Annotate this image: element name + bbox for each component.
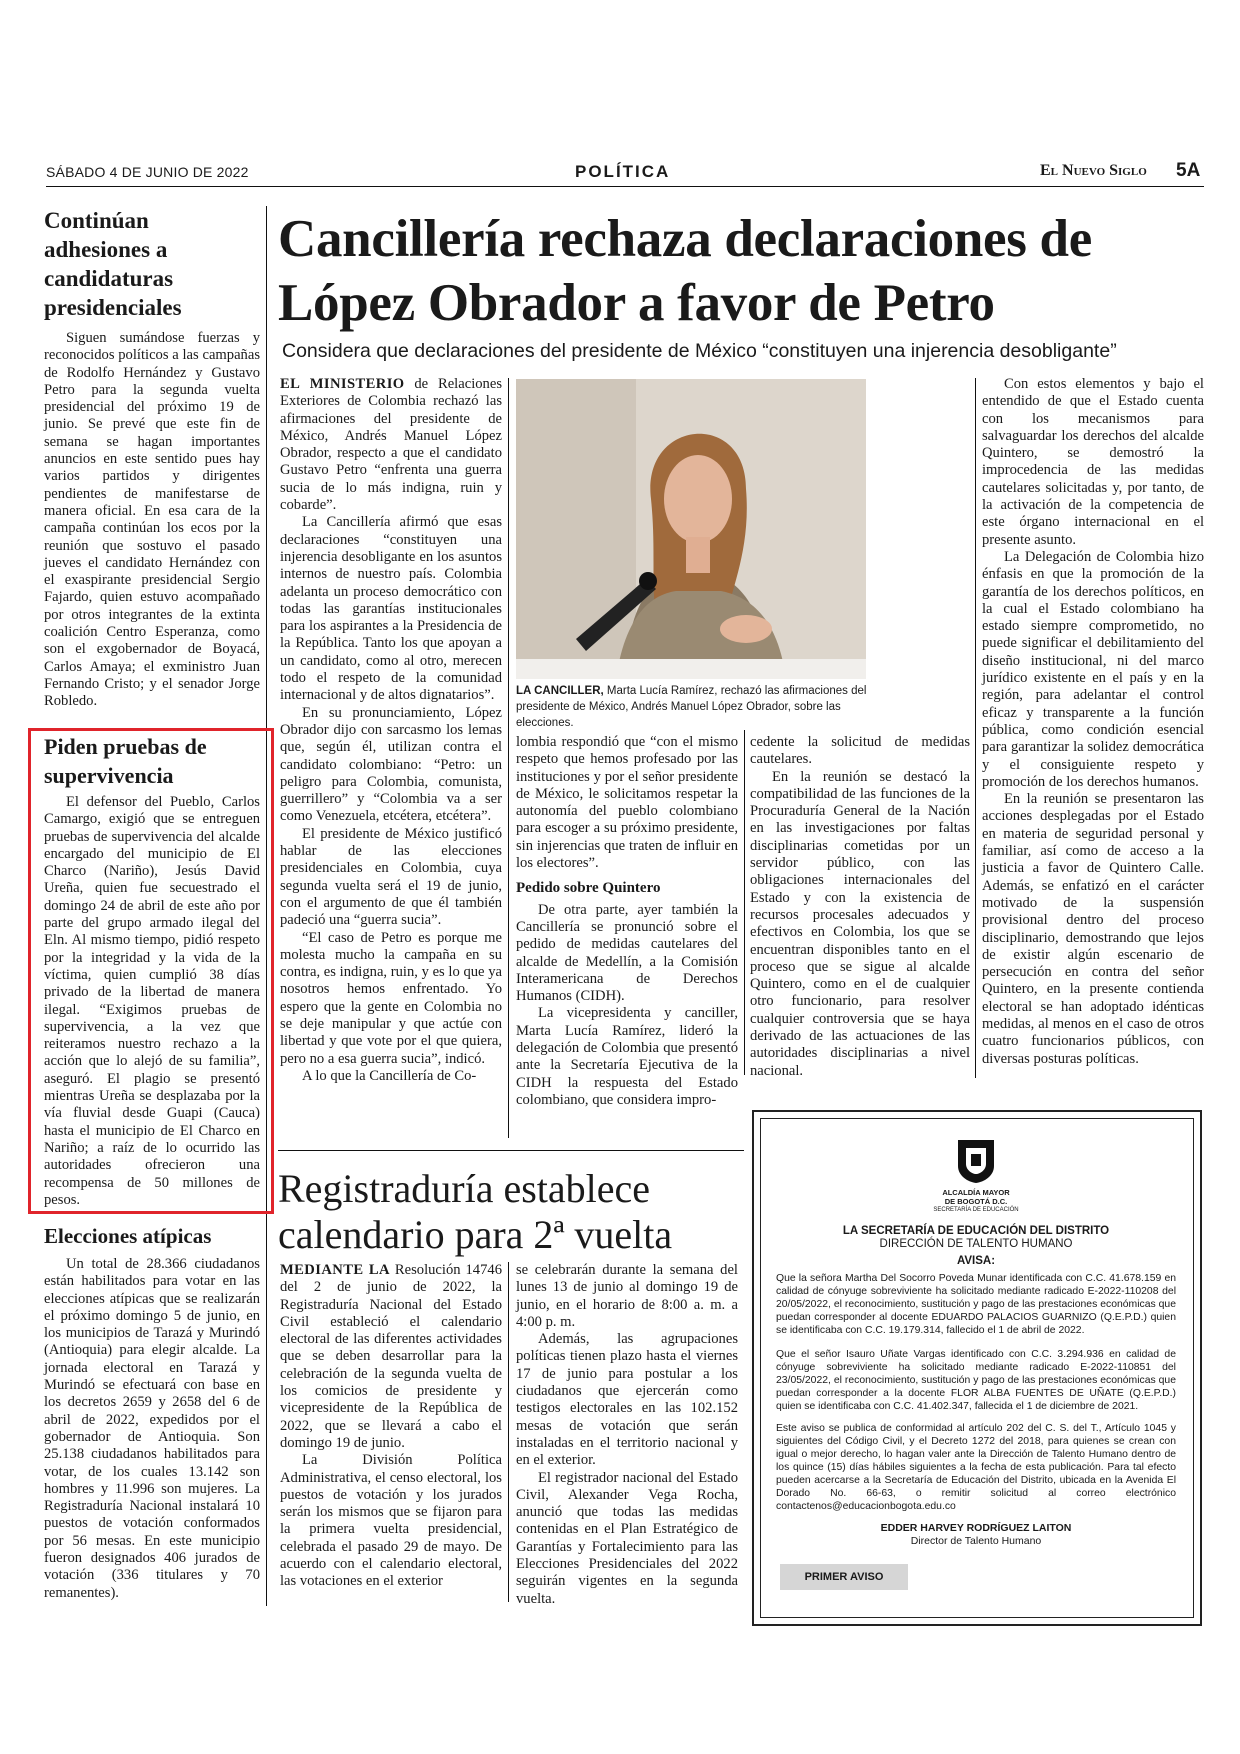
article-lead: EL MINISTERIO (280, 376, 405, 392)
subhead-quintero: Pedido sobre Quintero (516, 880, 661, 897)
header-rule (46, 186, 1204, 187)
sidebar-story2-title: Piden pruebas de supervivencia (44, 734, 207, 788)
main-subheadline: Considera que declaraciones del presidente de México “constituyen una injerencia desobligante” (282, 340, 1117, 362)
bogota-seal-icon (954, 1136, 998, 1184)
registraduria-headline: Registraduría establece calendario para 2ª vuelta (278, 1166, 673, 1257)
ad-signature: EDDER HARVEY RODRÍGUEZ LAITON Director de Talento Humano (880, 1522, 1072, 1547)
main-col1: EL MINISTERIO de Relaciones Exteriores de Colombia rechazó las afirmaciones del presidente de México, Andrés Manuel López Obrador, respecto a que el candidato Gustavo Petro “enfrenta una guerra sucia de lo más indigna, ruin y cobarde”. La Cancillería afirmó que esas declaraciones “constituyen una injerencia desobligante en los asuntos internos de nuestro país. Colombia adelanta un proceso democrático con todas las garantías institucionales para los aspirantes a la Presidencia de la República. Tanto los que apoyan a un candidato, como al otro, merecen todo el respeto de la comunidad internacional y de altos dignatarios”. En su pronunciamiento, López Obrador dijo con sarcasmo los lemas que, según él, utilizan contra el candidato colombiano: “Petro: un peligro para Colombia, comunista, guerrillero” y “Colombia va a ser como Venezuela, etcétera, etcétera”. El presidente de México justificó hablar de las elecciones presidenciales en Colombia, cuya segunda vuelta será el 19 de junio, con el argumento de que él también padeció una “guerra sucia”. “El caso de Petro es porque me molesta mucho la campaña en su contra, es indigna, ruin, y es lo que ya nosotros hemos enfrentado. Yo espero que la gente en Colombia no se deje manipular y que actúe con libertad y que vote por el que quiera, pero no a esa guerra sucia”, indicó. A lo que la Cancillería de Co- (280, 376, 502, 1084)
ad-paragraph-1: Que la señora Martha Del Socorro Poveda Munar identificada con C.C. 41.678.159 en calidad de cónyuge sobreviviente ha solicitado mediante radicado E-2022-110208 del 20/05/2022, el reconocimiento, sustitución y pago de las prestaciones económicas que puedan corresponder al docente EDUARDO PALACIOS GUARNIZO (Q.E.P.D.) quien se identificaba con C.C. 19.179.314, fallecido el 1 de abril de 2022. (776, 1273, 1176, 1336)
ad-paragraph-3: Este aviso se publica de conformidad al artículo 202 del C. S. del T., Artículo 1045 y siguientes del Código Civil, y el Decreto 1272 del 2018, para quienes se crean con igual o mejor derecho, lo hagan valer ante la Dirección de Talento Humano dentro de los quince (15) días hábiles siguientes a la fecha de esta publicación. Para tal efecto pueden acercarse a la Secretaría de Educación del Distrito, ubicada en la Avenida El Dorado No. 66-63, o remitir solicitud al correo electrónico contactenos@educacionbogota.edu.co (776, 1423, 1176, 1512)
sidebar-story1-title: Continúan adhesiones a candidaturas presidenciales (44, 208, 182, 320)
page-date: SÁBADO 4 DE JUNIO DE 2022 (46, 164, 249, 180)
story-divider (278, 1150, 744, 1151)
sidebar-story1-body: Siguen sumándose fuerzas y reconocidos políticos a las campañas de Rodolfo Hernández y Gustavo Petro para la segunda vuelta presidencial del próximo 19 de junio. Se prevé que este fin de semana se hagan importantes anuncios en este sentido pues hay varios partidos y dirigentes pendientes de manifestarse de manera oficial. En esa cara de la campaña continúan los ecos por la reunión que sostuvo el pasado jueves el candidato Hernández con el exaspirante presidencial Sergio Fajardo, quien estuvo acompañado por otros integrantes de la extinta coalición Centro Esperanza, como son el exgobernador de Boyacá, Carlos Amaya; el exministro Juan Fernando Cristo; y el senador Jorge Robledo. (44, 330, 260, 710)
column-divider (744, 730, 745, 1075)
section-title: POLÍTICA (575, 162, 671, 181)
primer-aviso-label: PRIMER AVISO (780, 1564, 908, 1590)
reg-col2: se celebrarán durante la semana del lunes 13 de junio al domingo 19 de junio, en el horario de 8:00 a. m. a 4:00 p. m. Además, las agrupaciones políticas tienen plazo hasta el viernes 17 de junio para postular a los ciudadanos que ejercerán como testigos electorales en las 102.152 mesas de votación que serán instaladas en el territorio nacional y en el exterior. El registrador nacional del Estado Civil, Alexander Vega Rocha, anunció que todas las medidas contenidas en el Plan Estratégico de Garantías y Fortalecimiento para las Elecciones Presidenciales del 2022 seguirán vigentes en la segunda vuelta. (516, 1262, 738, 1607)
canciller-photo (516, 379, 866, 679)
public-notice-ad (752, 1110, 1202, 1626)
ad-heading: LA SECRETARÍA DE EDUCACIÓN DEL DISTRITO DIRECCIÓN DE TALENTO HUMANO AVISA: (842, 1225, 1110, 1267)
main-col3: cedente la solicitud de medidas cautelares. En la reunión se destacó la compatibilidad de las funciones de la Procuraduría General de la Nación en las investigaciones por faltas disciplinarias cometidas por un servidor público, con las obligaciones internacionales del Estado y con la existencia de recursos procesales adecuados y efectivos en Colombia, los que se encuentran disponibles tanto en el proceso que se sigue al alcalde Quintero, como en el de cualquier otro funcionario, para resolver cualquier controversia que se haya derivado de las actuaciones de las autoridades disciplinarias a nivel nacional. (750, 734, 970, 1079)
column-divider (508, 378, 509, 1138)
sidebar-story2-body: El defensor del Pueblo, Carlos Camargo, exigió que se entreguen pruebas de supervivencia del alcalde encargado del municipio de El Charco (Nariño), Jesús David Ureña, quien fue secuestrado el domingo 24 de abril de este año por parte del grupo armado ilegal del Eln. Al mismo tiempo, pidió respeto por la integridad y la vida de la víctima, quien cumplió 38 días privado de la libertad de manera ilegal. “Exigimos pruebas de supervivencia, a la vez que reiteramos nuestro rechazo a la acción que lo alejó de su familia”, aseguró. El plagio se presentó mientras Ureña se desplazaba por la vía fluvial desde Guapi (Cauca) hasta el municipio de El Charco en Nariño; a raíz de lo ocurrido las autoridades ofrecieron una recompensa de 50 millones de pesos. (44, 794, 260, 1208)
sidebar-story3-body: Un total de 28.366 ciudadanos están habilitados para votar en las elecciones atípicas que se realizarán el próximo domingo 5 de junio, en los municipios de Tarazá y Murindó (Antioquia) para elegir alcalde. La jornada electoral en Tarazá y Murindó se efectuará con base en los decretos 2659 y 2658 del 6 de abril de 2022, expedidos por el gobernador de Antioquia. Son 25.138 ciudadanos habilitados para votar, de los cuales 13.142 son hombres y 11.996 son mujeres. La Registraduría Nacional instalará 10 puestos de votación conformados por 56 mesas. En este municipio fueron designados 406 jurados de votación (336 titulares y 70 remanentes). (44, 1256, 260, 1601)
reg-col1: MEDIANTE LA Resolución 14746 del 2 de junio de 2022, la Registraduría Nacional del Estado Civil estableció el calendario electoral de las diferentes actividades que se deben desarrollar para la celebración de la segunda vuelta de los comicios de presidente y vicepresidente de la República de 2022, que se llevará a cabo el domingo 19 de junio. La División Política Administrativa, el censo electoral, los puestos de votación y los jurados serán los mismos que se fijaron para la primera vuelta presidencial, celebrada el pasado 29 de mayo. De acuerdo con el calendario electoral, las votaciones en el exterior (280, 1262, 502, 1590)
column-divider (975, 378, 976, 1078)
column-divider (508, 1262, 509, 1602)
main-col2: lombia respondió que “con el mismo respeto que hemos profesado por las instituciones y por el señor presidente de México, le solicitamos respetar la autonomía del pueblo colombiano para escoger a su próximo presidente, sin injerencias que traten de influir en los electores”. Pedido sobre Quintero De otra parte, ayer también la Cancillería se pronunció sobre el pedido de medidas cautelares del alcalde de Medellín, a la Comisión Interamericana de Derechos Humanos (CIDH). La vicepresidenta y canciller, Marta Lucía Ramírez, lideró la delegación de Colombia que presentó ante la Secretaría Ejecutiva de la CIDH la respuesta del Estado colombiano, que considera impro- (516, 734, 738, 1108)
page-number: 5A (1176, 160, 1201, 181)
main-col4: Con estos elementos y bajo el entendido de que el Estado cuenta con los mecanismos para salvaguardar los derechos del alcalde Quintero, se demostró la improcedencia de las medidas cautelares solicitadas y, por tanto, de la activación de la competencia de este órgano internacional en el presente asunto. La Delegación de Colombia hizo énfasis en que la promoción de la garantía de los derechos políticos, en la cual el Estado colombiano ha estado siempre comprometido, no puede significar el debilitamiento del diseño institucional, ni del marco jurídico existente en el país y en la región, para adelantar el control eficaz y transparente a la función pública, como condición esencial para garantizar la solidez democrática y el consiguiente respeto y promoción de los derechos humanos. En la reunión se presentaron las acciones desplegadas por el Estado en materia de seguridad personal y familiar, así como de acceso a la justicia a favor de Quintero Calle. Además, se enfatizó en el carácter motivado de la suspensión provisional dentro del proceso disciplinario, demostrando que lejos de existir algún escenario de persecución en contra del señor Quintero, en la presente contienda electoral se han adoptado idénticas medidas, al menos en el caso de otros cuatro funcionarios públicos, con diversas posturas políticas. (982, 376, 1204, 1067)
photo-caption: LA CANCILLER, Marta Lucía Ramírez, rechazó las afirmaciones del presidente de México, Andrés Manuel López Obrador, sobre las elecciones. (516, 685, 867, 729)
portrait-illustration (516, 379, 866, 679)
sidebar-story3-title: Elecciones atípicas (44, 1224, 212, 1248)
seal-text: ALCALDÍA MAYOR DE BOGOTÁ D.C. SECRETARÍA DE EDUCACIÓN (933, 1188, 1019, 1213)
main-headline: Cancillería rechaza declaraciones de López Obrador a favor de Petro (278, 210, 1092, 332)
ad-paragraph-2: Que el señor Isauro Uñate Vargas identificado con C.C. 3.294.936 en calidad de cónyuge sobreviviente ha solicitado mediante radicado E-2022-110851 del 23/05/2022, el reconocimiento, sustitución y pago de las prestaciones económicas que puedan corresponder a la docente FLOR ALBA FUENTES DE UÑATE (Q.E.P.D.) quien se identificaba con C.C. 41.402.347, fallecida el 1 de diciembre de 2021. (776, 1349, 1176, 1412)
newspaper-brand: El Nuevo Siglo (1040, 162, 1147, 179)
